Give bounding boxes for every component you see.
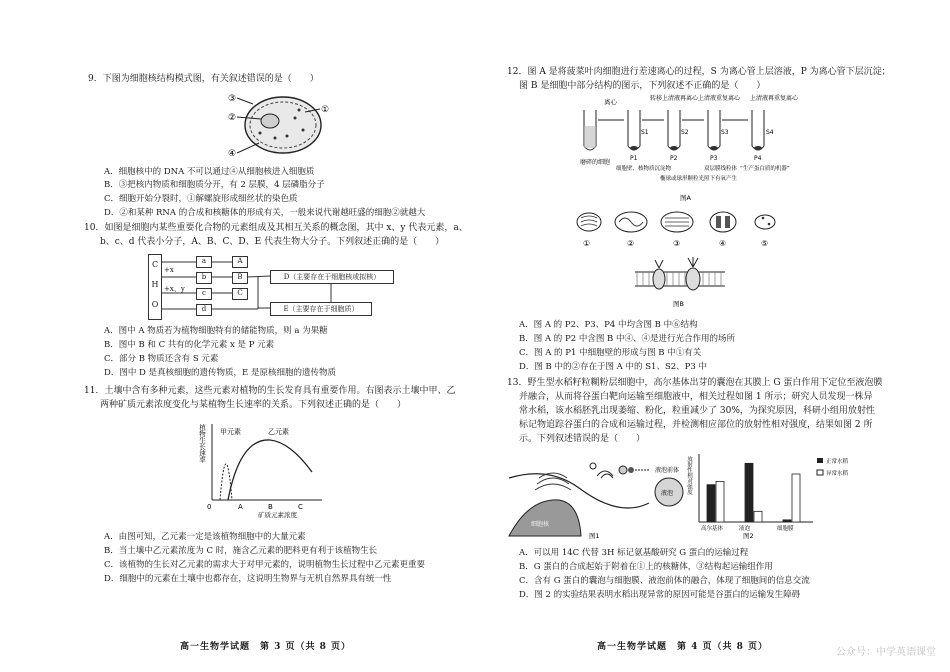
p4-desc: “生产蛋白质的机器” <box>740 166 790 172</box>
q11-option-d: D．细胞中的元素在土壤中也都存在，这说明生物界与无机自然界具有统一性 <box>104 574 392 584</box>
right-page <box>475 0 950 672</box>
p1-desc: 细胞壁、核物质沉淀物 <box>616 166 672 172</box>
vesicle-precursor-label: 液泡前体 <box>655 467 680 474</box>
big-b: B <box>232 272 248 284</box>
fig-a-caption: 图A <box>680 194 691 202</box>
broken-cells: 磨碎的细胞 <box>580 159 611 166</box>
tick-a: A <box>238 503 243 511</box>
watermark: 公众号：中学英语课堂 <box>836 647 936 658</box>
p3: P3 <box>710 155 718 162</box>
tick-b: B <box>268 503 273 511</box>
d-box: D（主要存在于细胞核或拟核） <box>270 270 394 284</box>
p3-desc: 双层膜线粒体 <box>704 166 738 172</box>
jia-label: 甲元素 <box>220 428 241 436</box>
label-3: ③ <box>228 94 237 104</box>
q13-option-b: B．G 蛋白的合成起始于附着在①上的核糖体，③结构起运输组作用 <box>519 562 773 572</box>
q13-figure-1 <box>509 448 699 540</box>
p2-desc: 椭球或球形颗粒光照下有氧产生 <box>660 176 738 182</box>
fig1-caption: 图1 <box>589 532 600 540</box>
q9-option-c: C．细胞开始分裂时，①解螺旋形成细丝状的染色质 <box>104 194 298 204</box>
label-transfer2: 上清液重复离心 <box>698 95 741 102</box>
q9-stem: 9．下图为细胞核结构模式图，有关叙述错误的是（ ） <box>88 74 319 84</box>
s2: S2 <box>681 129 689 136</box>
label-2: ② <box>228 113 237 123</box>
nucleus-diagram <box>225 88 335 160</box>
q13-option-a: A．可以用 14C 代替 3H 标记氨基酸研究 G 蛋白的运输过程 <box>519 548 749 558</box>
q13-stem-5: 示。下列叙述错误的是（ ） <box>519 434 646 444</box>
q10-arrows <box>148 254 408 320</box>
label-1: ① <box>321 105 330 115</box>
bar-normal-2 <box>783 520 791 522</box>
fig2-caption: 图2 <box>743 532 754 540</box>
bar-normal-0 <box>707 485 715 522</box>
right-footer: 高一生物学试题 第 4 页（共 8 页） <box>597 642 769 652</box>
label-4: ④ <box>228 149 237 159</box>
q13-option-d: D．图 2 的实验结果表明水稻出现异常的原因可能是谷蛋白的运输发生障碍 <box>519 590 801 600</box>
q11-option-b: B．当土壤中乙元素浓度为 C 时，施含乙元素的肥料更有利于该植物生长 <box>104 546 378 556</box>
q9-option-a: A．细胞核中的 DNA 不可以通过④从细胞核进入细胞质 <box>104 167 315 177</box>
bar-abnormal-2 <box>792 474 800 522</box>
q13-option-c: C．含有 G 蛋白的囊泡与细胞膜、液泡前体的融合，体现了细胞间的信息交流 <box>519 576 810 586</box>
q11-stem-1: 11．土壤中含有多种元素，这些元素对植物的生长发育具有重要作用。右图表示土壤中甲、乙 <box>84 386 456 396</box>
q10-stem-2: b、c、d 代表小分子，A、B、C、D、E 代表生物大分子。下列叙述正确的是（ ） <box>100 237 445 247</box>
xlabel: 矿质元素浓度 <box>258 511 297 519</box>
q12-option-b: B．图 A 的 P2 中含图 B 中④、④是进行光合作用的场所 <box>519 334 735 344</box>
q13-stem-3: 常水稻，该水稻胚乳出现萎缩、粉化，粒重减少了 30%，为探究原因，科研小组用放射性 <box>519 406 875 416</box>
q10-option-c: C．部分 B 物质还含有 S 元素 <box>104 354 219 364</box>
legend-normal-swatch <box>817 458 823 463</box>
label-centrifuge: 离心 <box>604 98 617 106</box>
big-c: C <box>232 288 248 300</box>
p4: P4 <box>754 155 762 162</box>
tick-c: C <box>298 503 303 511</box>
q11-growth-chart <box>200 418 330 518</box>
p2: P2 <box>670 155 678 162</box>
bar-abnormal-1 <box>754 511 762 522</box>
category-label-2: 细胞膜 <box>777 526 794 532</box>
left-footer: 高一生物学试题 第 3 页（共 8 页） <box>180 642 352 652</box>
s3: S3 <box>721 129 729 136</box>
b-label-2: ② <box>627 239 635 248</box>
b-label-3: ③ <box>673 239 681 248</box>
small-c: c <box>196 288 212 300</box>
q11-option-a: A．由图可知，乙元素一定是该植物细胞中的大量元素 <box>104 532 306 542</box>
q11-option-c: C．该植物的生长对乙元素的需求大于对甲元素的，说明植物生长过程中乙元素更重要 <box>104 560 426 570</box>
legend-abnormal: 异常水稻 <box>826 471 849 477</box>
q12-figure-a <box>580 94 800 206</box>
q13-figure-2-chart <box>683 448 863 540</box>
nucleus-label: 细胞核 <box>531 521 550 528</box>
label-transfer3: 上清液再重复离心 <box>750 95 799 102</box>
bar-abnormal-0 <box>716 481 724 522</box>
legend-normal: 正常水稻 <box>826 459 849 465</box>
category-label-0: 高尔基体 <box>701 526 724 532</box>
q13-stem-2: 并融合，从而将谷蛋白靶向运输至细胞液中，相关过程如图 1 所示；研究人员发现一株异 <box>519 392 873 402</box>
s1: S1 <box>641 129 649 136</box>
small-b: b <box>196 272 212 284</box>
q12-option-a: A．图 A 的 P2、P3、P4 中均含图 B 中⑥结构 <box>519 320 698 330</box>
q12-option-c: C．图 A 的 P1 中细胞壁的形成与图 B 中①有关 <box>519 348 702 358</box>
big-a: A <box>232 256 248 268</box>
q10-option-a: A．图中 A 物质若为植物细胞特有的储能物质，则 a 为果糖 <box>104 326 328 336</box>
vacuole-label: 液泡 <box>661 490 674 497</box>
q13-stem-4: 标记物追踪谷蛋白的合成和运输过程，并检测相应部位的放射性相对强度，结果如图 2 所 <box>519 420 873 430</box>
q10-concept-diagram <box>148 254 408 320</box>
q12-figure-b <box>575 206 795 310</box>
tick-0: 0 <box>207 503 212 511</box>
small-d: d <box>196 304 212 316</box>
e-box: E（主要存在于细胞质） <box>270 302 372 316</box>
b-label-1: ① <box>583 239 591 248</box>
ylabel: 植物生长速率 <box>198 424 206 463</box>
q9-option-b: B．③把核内物质和细胞质分开，有 2 层膜，4 层磷脂分子 <box>104 180 325 190</box>
small-a: a <box>196 256 212 268</box>
bar-normal-1 <box>745 463 753 522</box>
label-transfer1: 转移上清液再离心 <box>650 95 699 102</box>
plus-x: +x <box>164 266 174 274</box>
s4: S4 <box>766 129 774 136</box>
element-box: C H O <box>148 254 162 320</box>
fig-b-caption: 图B <box>673 300 684 308</box>
q11-stem-2: 两种矿质元素浓度变化与某植物生长速率的关系。下列叙述正确的是（ ） <box>100 400 407 410</box>
plus-xy: +x、y <box>164 285 185 293</box>
b-label-4: ④ <box>719 239 727 248</box>
q12-stem-1: 12．图 A 是将菠菜叶肉细胞进行差速离心的过程，S 为离心管上层溶液，P 为离心管下层沉淀； <box>507 67 891 77</box>
q10-stem-1: 10．如图是细胞内某些重要化合物的元素组成及其相互关系的概念图，其中 x、y 代表元素，a、 <box>84 223 468 233</box>
category-label-1: 液泡 <box>739 526 751 532</box>
q10-option-d: D．图中 D 是真核细胞的遗传物质，E 是原核细胞的遗传物质 <box>104 368 336 378</box>
q12-option-d: D．图 B 中的②存在于图 A 中的 S1、S2、P3 中 <box>519 362 708 372</box>
q10-option-b: B．图中 B 和 C 共有的化学元素 x 是 P 元素 <box>104 340 275 350</box>
b-label-5: ⑤ <box>761 239 769 248</box>
q12-stem-2: 图 B 是细胞中部分结构的图示，下列叙述不正确的是（ ） <box>519 81 766 91</box>
chart-ylabel: 放射性相对强度 <box>686 456 692 495</box>
p1: P1 <box>630 155 638 162</box>
q13-stem-1: 13．野生型水稻籽粒糊粉层细胞中，高尔基体出芽的囊泡在其膜上 G 蛋白作用下定位至液泡膜 <box>507 378 883 388</box>
legend-abnormal-swatch <box>817 470 823 475</box>
membrane-drawing <box>635 257 725 290</box>
q9-option-d: D．②和某种 RNA 的合成和核糖体的形成有关，一般来说代谢越旺盛的细胞②就越大 <box>104 208 426 218</box>
yi-label: 乙元素 <box>268 428 289 436</box>
